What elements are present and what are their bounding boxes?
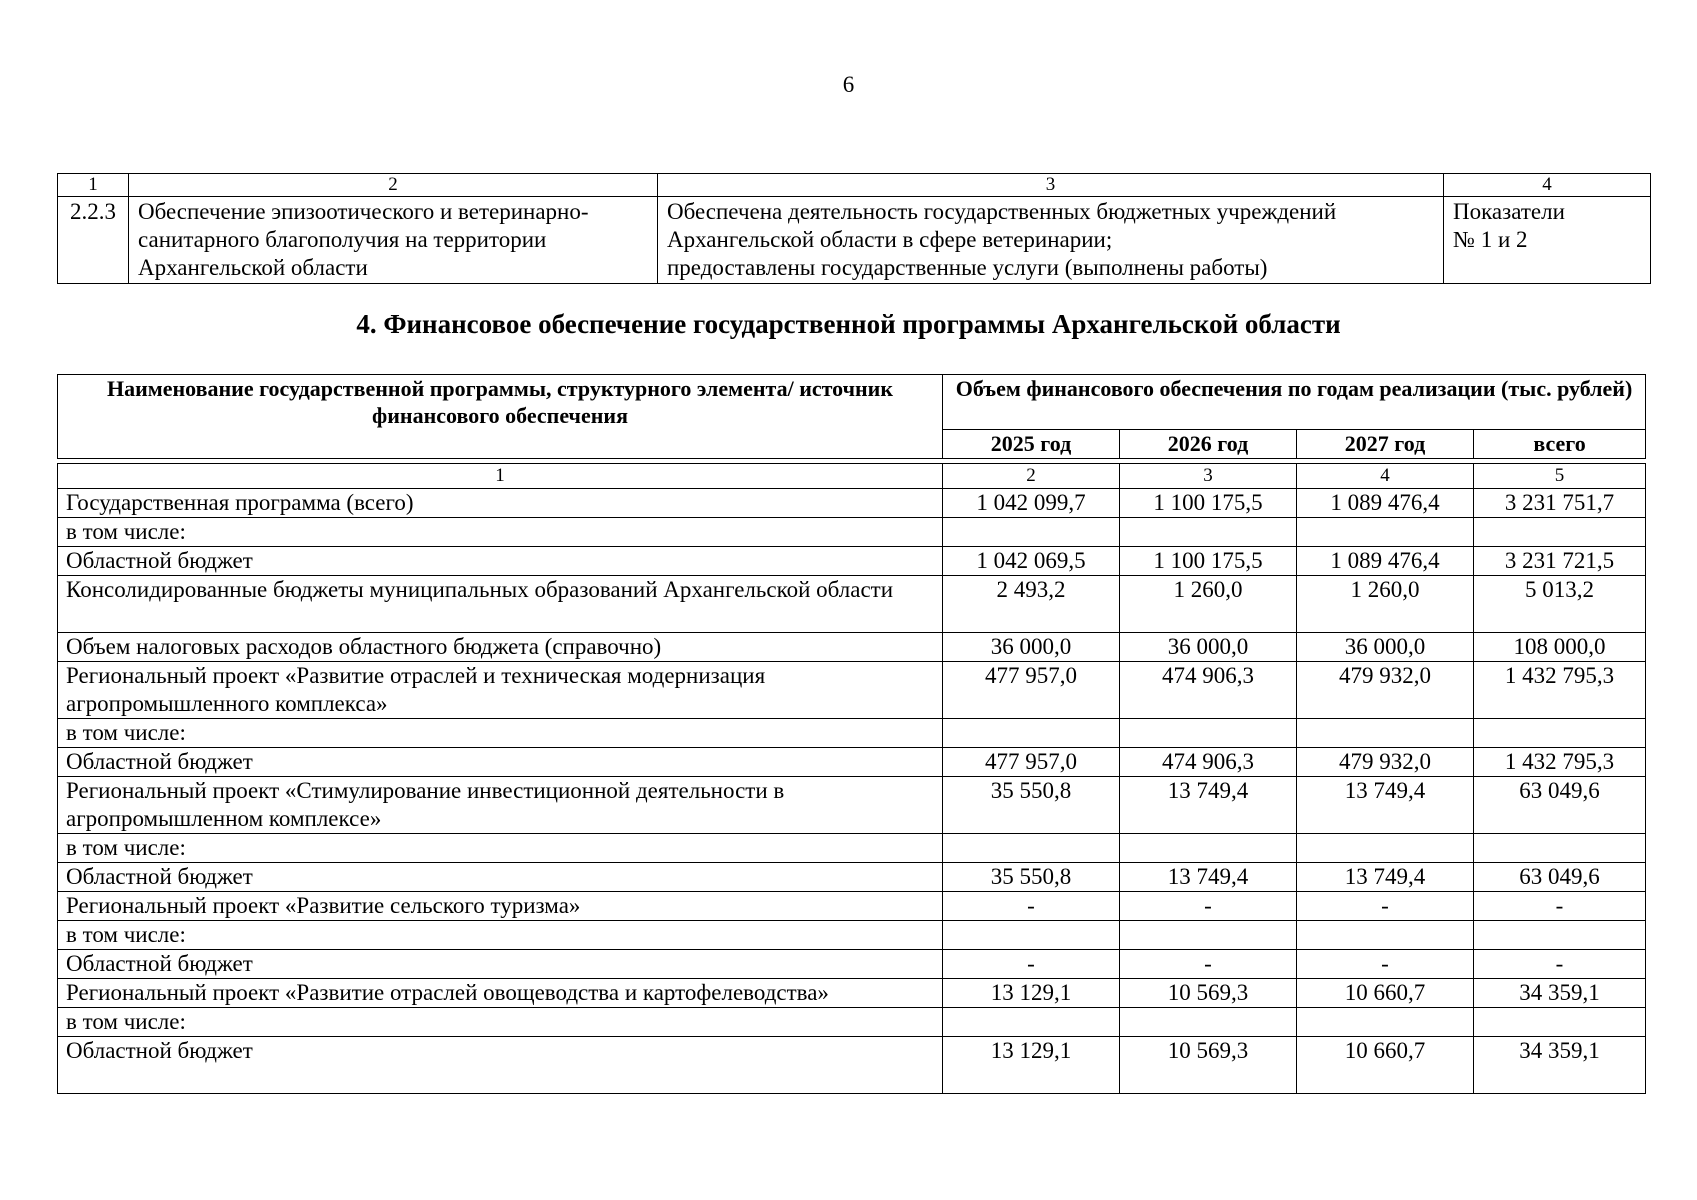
column-number: 1 xyxy=(58,174,129,197)
page-number: 6 xyxy=(842,72,855,97)
value-cell-v2025 xyxy=(943,834,1120,863)
value-cell-v2026: 1 100 175,5 xyxy=(1120,547,1297,576)
value-cell-v2026 xyxy=(1120,834,1297,863)
table-row xyxy=(58,518,1646,547)
row-name: в том числе: xyxy=(58,719,943,748)
result-line: Архангельской области в сфере ветеринарии; xyxy=(667,227,1113,252)
value-cell-v2026: 36 000,0 xyxy=(1120,633,1297,662)
value-cell-total xyxy=(1474,518,1646,547)
row-name: в том числе: xyxy=(58,1008,943,1037)
table-row xyxy=(58,979,1646,1008)
header-volume: Объем финансового обеспечения по годам реализации (тыс. рублей) xyxy=(943,375,1646,430)
value-cell-v2027 xyxy=(1297,1008,1474,1037)
finance-table-header xyxy=(57,374,1646,459)
row-name: Областной бюджет xyxy=(58,547,943,576)
value-cell-v2026: 474 906,3 xyxy=(1120,662,1297,719)
row-name: в том числе: xyxy=(58,518,943,547)
finance-table xyxy=(57,463,1646,1094)
measures-table xyxy=(57,173,1651,284)
table-row xyxy=(58,921,1646,950)
value-cell-v2025: 477 957,0 xyxy=(943,662,1120,719)
value-cell-total: 5 013,2 xyxy=(1474,576,1646,633)
value-cell-v2027 xyxy=(1297,719,1474,748)
row-name: Областной бюджет xyxy=(58,1037,943,1094)
value-cell-v2025: 2 493,2 xyxy=(943,576,1120,633)
table-row xyxy=(58,777,1646,834)
value-cell-v2027: 479 932,0 xyxy=(1297,662,1474,719)
value-cell-v2025: 13 129,1 xyxy=(943,1037,1120,1094)
table-row xyxy=(58,748,1646,777)
value-cell-v2025: 36 000,0 xyxy=(943,633,1120,662)
value-cell-v2026 xyxy=(1120,719,1297,748)
value-cell-v2027: 10 660,7 xyxy=(1297,979,1474,1008)
value-cell-total: - xyxy=(1474,950,1646,979)
value-cell-v2025 xyxy=(943,518,1120,547)
row-name: Государственная программа (всего) xyxy=(58,489,943,518)
result-cell xyxy=(658,197,1444,284)
value-cell-total: 108 000,0 xyxy=(1474,633,1646,662)
value-cell-v2027: 1 089 476,4 xyxy=(1297,489,1474,518)
item-number: 2.2.3 xyxy=(58,197,129,284)
value-cell-v2027 xyxy=(1297,921,1474,950)
result-line: предоставлены государственные услуги (выполнены работы) xyxy=(667,255,1268,280)
table-row xyxy=(58,892,1646,921)
indicators-line: № 1 и 2 xyxy=(1453,227,1528,252)
indicators-line: Показатели xyxy=(1453,199,1565,224)
column-number: 5 xyxy=(1474,464,1646,489)
value-cell-total: 34 359,1 xyxy=(1474,1037,1646,1094)
value-cell-v2027: - xyxy=(1297,950,1474,979)
year-header: 2025 год xyxy=(943,430,1120,459)
header-name: Наименование государственной программы, структурного элемента/ источник финансового обеспечения xyxy=(58,375,943,459)
row-name: Областной бюджет xyxy=(58,950,943,979)
column-number: 4 xyxy=(1444,174,1651,197)
value-cell-v2025: 13 129,1 xyxy=(943,979,1120,1008)
row-name: Объем налоговых расходов областного бюджета (справочно) xyxy=(58,633,943,662)
value-cell-v2027: - xyxy=(1297,892,1474,921)
value-cell-v2026: 1 260,0 xyxy=(1120,576,1297,633)
value-cell-v2025 xyxy=(943,1008,1120,1037)
row-name: в том числе: xyxy=(58,834,943,863)
year-header: всего xyxy=(1474,430,1646,459)
value-cell-v2026: - xyxy=(1120,892,1297,921)
indicators-cell xyxy=(1444,197,1651,284)
column-number: 1 xyxy=(58,464,943,489)
value-cell-total: 3 231 751,7 xyxy=(1474,489,1646,518)
row-name: в том числе: xyxy=(58,921,943,950)
value-cell-v2026: 13 749,4 xyxy=(1120,777,1297,834)
table-row xyxy=(58,1008,1646,1037)
value-cell-v2027 xyxy=(1297,834,1474,863)
section-title: 4. Финансовое обеспечение государственной программы Архангельской области xyxy=(356,309,1341,339)
value-cell-v2025: 477 957,0 xyxy=(943,748,1120,777)
value-cell-total xyxy=(1474,834,1646,863)
row-name: Региональный проект «Развитие сельского туризма» xyxy=(58,892,943,921)
value-cell-v2027: 1 260,0 xyxy=(1297,576,1474,633)
table-row xyxy=(58,576,1646,633)
value-cell-v2027: 479 932,0 xyxy=(1297,748,1474,777)
row-name: Областной бюджет xyxy=(58,748,943,777)
value-cell-v2027 xyxy=(1297,518,1474,547)
value-cell-v2025 xyxy=(943,719,1120,748)
column-number: 2 xyxy=(943,464,1120,489)
task-cell: Обеспечение эпизоотического и ветеринарно-санитарного благополучия на территории Архангельской области xyxy=(129,197,658,284)
value-cell-total: 1 432 795,3 xyxy=(1474,748,1646,777)
table-row xyxy=(58,719,1646,748)
column-number: 3 xyxy=(1120,464,1297,489)
value-cell-total xyxy=(1474,719,1646,748)
row-name: Региональный проект «Стимулирование инвестиционной деятельности в агропромышленном комплексе» xyxy=(58,777,943,834)
value-cell-v2025: 1 042 099,7 xyxy=(943,489,1120,518)
value-cell-v2026: - xyxy=(1120,950,1297,979)
value-cell-v2027: 36 000,0 xyxy=(1297,633,1474,662)
year-header: 2026 год xyxy=(1120,430,1297,459)
value-cell-v2025: 35 550,8 xyxy=(943,863,1120,892)
value-cell-v2025: - xyxy=(943,892,1120,921)
value-cell-total xyxy=(1474,1008,1646,1037)
value-cell-v2025: 35 550,8 xyxy=(943,777,1120,834)
row-name: Региональный проект «Развитие отраслей и техническая модернизация агропромышленного комплекса» xyxy=(58,662,943,719)
table-row xyxy=(58,1037,1646,1094)
row-name: Региональный проект «Развитие отраслей овощеводства и картофелеводства» xyxy=(58,979,943,1008)
column-number: 2 xyxy=(129,174,658,197)
value-cell-v2025 xyxy=(943,921,1120,950)
value-cell-total xyxy=(1474,921,1646,950)
value-cell-v2025: 1 042 069,5 xyxy=(943,547,1120,576)
value-cell-v2026: 10 569,3 xyxy=(1120,979,1297,1008)
table-row xyxy=(58,834,1646,863)
value-cell-v2025: - xyxy=(943,950,1120,979)
table-row xyxy=(58,662,1646,719)
value-cell-v2027: 10 660,7 xyxy=(1297,1037,1474,1094)
value-cell-total: 63 049,6 xyxy=(1474,863,1646,892)
value-cell-v2026: 13 749,4 xyxy=(1120,863,1297,892)
value-cell-v2027: 13 749,4 xyxy=(1297,777,1474,834)
value-cell-v2026: 10 569,3 xyxy=(1120,1037,1297,1094)
row-name: Консолидированные бюджеты муниципальных образований Архангельской области xyxy=(58,576,943,633)
result-line: Обеспечена деятельность государственных бюджетных учреждений xyxy=(667,199,1337,224)
value-cell-v2027: 13 749,4 xyxy=(1297,863,1474,892)
value-cell-v2026 xyxy=(1120,1008,1297,1037)
value-cell-v2026: 1 100 175,5 xyxy=(1120,489,1297,518)
value-cell-v2026 xyxy=(1120,921,1297,950)
value-cell-total: 63 049,6 xyxy=(1474,777,1646,834)
value-cell-total: 3 231 721,5 xyxy=(1474,547,1646,576)
table-row xyxy=(58,950,1646,979)
table-row xyxy=(58,633,1646,662)
column-number: 3 xyxy=(658,174,1444,197)
value-cell-total: 1 432 795,3 xyxy=(1474,662,1646,719)
table-row xyxy=(58,197,1651,284)
value-cell-v2027: 1 089 476,4 xyxy=(1297,547,1474,576)
value-cell-total: - xyxy=(1474,892,1646,921)
value-cell-v2026: 474 906,3 xyxy=(1120,748,1297,777)
year-header: 2027 год xyxy=(1297,430,1474,459)
value-cell-total: 34 359,1 xyxy=(1474,979,1646,1008)
row-name: Областной бюджет xyxy=(58,863,943,892)
measures-table-header xyxy=(58,174,1651,197)
value-cell-v2026 xyxy=(1120,518,1297,547)
table-row xyxy=(58,547,1646,576)
table-row xyxy=(58,489,1646,518)
column-numbers-row xyxy=(58,464,1646,489)
column-number: 4 xyxy=(1297,464,1474,489)
table-row xyxy=(58,863,1646,892)
